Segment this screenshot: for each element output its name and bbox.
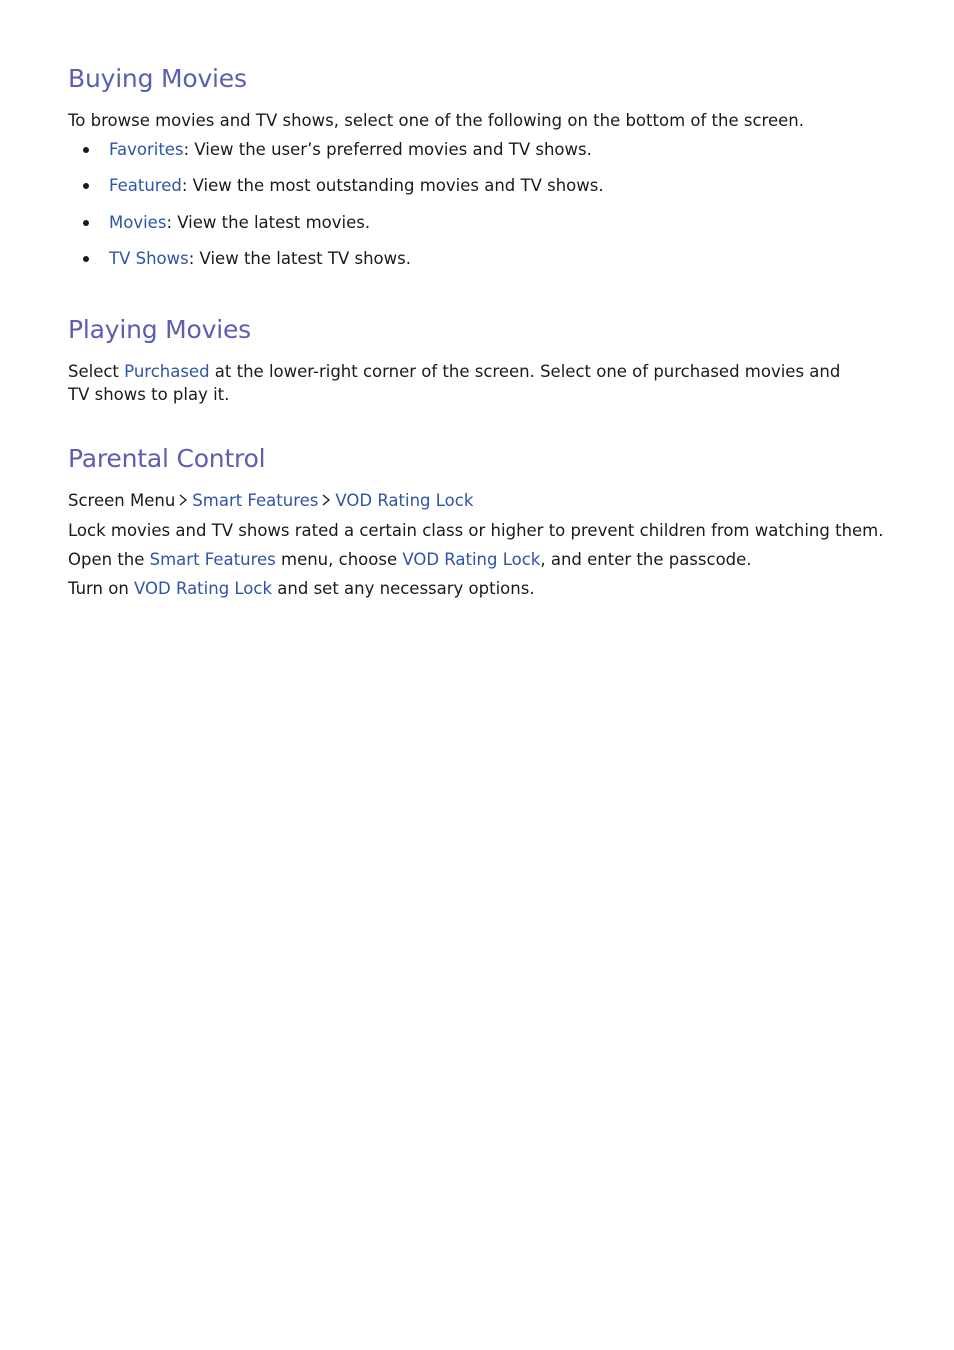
path-item-vod-rating-lock: VOD Rating Lock <box>335 491 474 510</box>
text-span: Select <box>68 362 125 381</box>
text-span: Open the <box>68 550 150 569</box>
section-title-buying-movies: Buying Movies <box>68 64 247 93</box>
text-span: and set any necessary options. <box>272 579 535 598</box>
chevron-right-icon <box>319 493 334 507</box>
term-purchased: Purchased <box>124 362 210 381</box>
item-description: : View the user’s preferred movies and TV shows. <box>183 140 592 159</box>
text-span: at the lower-right corner of the screen. Select one of purchased movies and TV shows to play it. <box>68 362 841 404</box>
chevron-right-icon <box>176 493 191 507</box>
menu-path-breadcrumb <box>68 489 473 512</box>
term-smart-features: Smart Features <box>149 550 276 569</box>
playing-text <box>68 360 858 406</box>
parental-line-1: Lock movies and TV shows rated a certain class or higher to prevent children from watching them. <box>68 521 884 540</box>
bullet-icon <box>83 220 89 226</box>
text-span: , and enter the passcode. <box>540 550 752 569</box>
bullet-icon <box>83 147 89 153</box>
text-span: menu, choose <box>275 550 403 569</box>
item-description: : View the most outstanding movies and TV shows. <box>181 176 604 195</box>
item-description: : View the latest movies. <box>166 213 371 232</box>
term-movies: Movies <box>109 213 167 232</box>
term-tv-shows: TV Shows <box>109 249 189 268</box>
text-span: Turn on <box>68 579 135 598</box>
path-root: Screen Menu <box>68 491 176 510</box>
term-vod-rating-lock: VOD Rating Lock <box>134 579 273 598</box>
path-item-smart-features: Smart Features <box>192 491 319 510</box>
term-favorites: Favorites <box>109 140 184 159</box>
term-featured: Featured <box>109 176 182 195</box>
section-title-playing-movies: Playing Movies <box>68 315 251 344</box>
bullet-icon <box>83 183 89 189</box>
buying-intro: To browse movies and TV shows, select one of the following on the bottom of the screen. <box>68 111 804 130</box>
term-vod-rating-lock: VOD Rating Lock <box>402 550 541 569</box>
section-title-parental-control: Parental Control <box>68 444 266 473</box>
parental-line-2 <box>68 548 752 571</box>
item-description: : View the latest TV shows. <box>188 249 411 268</box>
bullet-icon <box>83 256 89 262</box>
parental-line-3 <box>68 577 535 600</box>
